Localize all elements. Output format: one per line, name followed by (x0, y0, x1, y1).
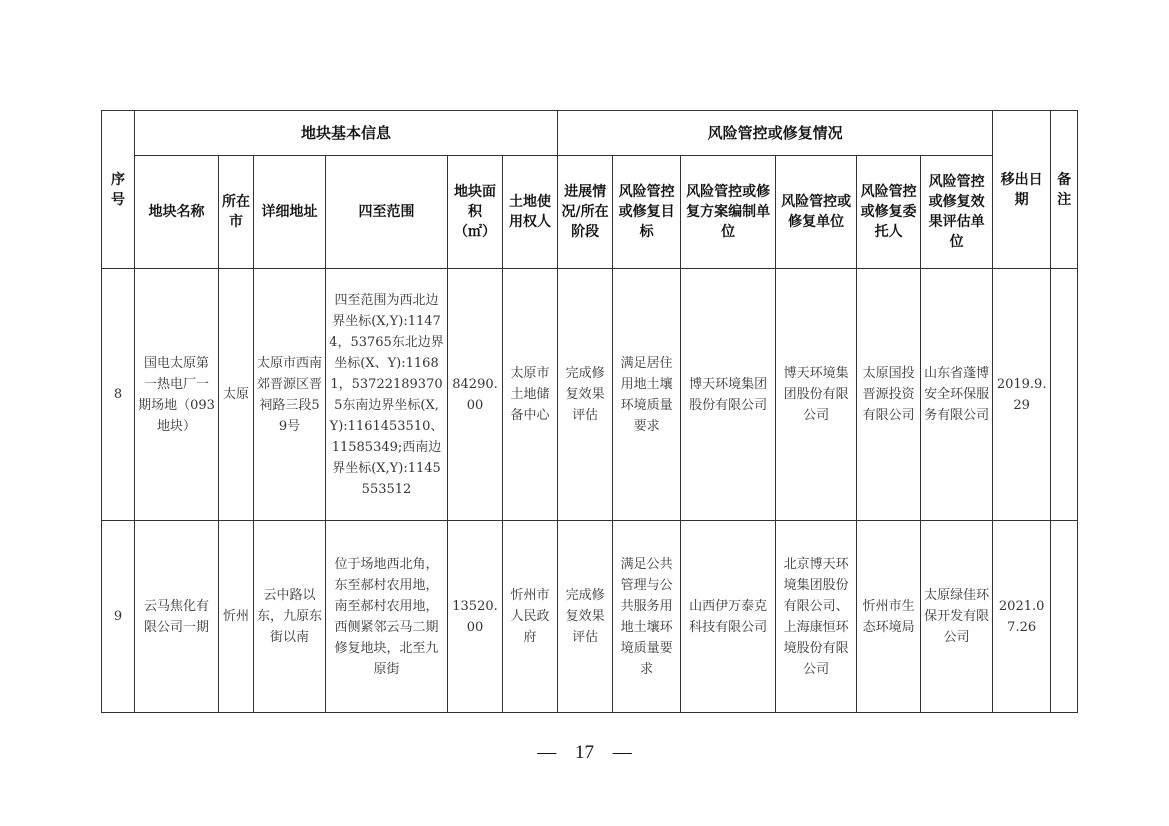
cell-eval-unit: 山东省蓬博安全环保服务有限公司 (921, 269, 993, 521)
cell-address: 太原市西南郊晋源区晋祠路三段59号 (254, 269, 326, 521)
cell-client: 太原国投晋源投资有限公司 (857, 269, 921, 521)
cell-removal-date: 2019.9.29 (993, 269, 1051, 521)
cell-seq: 8 (102, 269, 135, 521)
header-eval-unit: 风险管控或修复效果评估单位 (921, 156, 993, 269)
cell-address: 云中路以东，九原东街以南 (254, 521, 326, 713)
cell-plan-unit: 博天环境集团股份有限公司 (681, 269, 776, 521)
page-number: 17 (575, 742, 594, 763)
cell-remarks (1051, 269, 1078, 521)
header-seq: 序号 (102, 111, 135, 269)
cell-city: 忻州 (219, 521, 254, 713)
cell-area: 13520.00 (448, 521, 503, 713)
group-header-row (102, 111, 1078, 156)
cell-seq: 9 (102, 521, 135, 713)
cell-land-user: 太原市土地储备中心 (503, 269, 558, 521)
cell-progress: 完成修复效果评估 (558, 269, 613, 521)
header-plan-unit: 风险管控或修复方案编制单位 (681, 156, 776, 269)
cell-plan-unit: 山西伊万泰克科技有限公司 (681, 521, 776, 713)
page-number-footer (0, 742, 1169, 764)
cell-client: 忻州市生态环境局 (857, 521, 921, 713)
cell-city: 太原 (219, 269, 254, 521)
header-removal-date: 移出日期 (993, 111, 1051, 269)
header-remarks: 备注 (1051, 111, 1078, 269)
column-header-row (102, 156, 1078, 269)
cell-name: 国电太原第一热电厂一期场地（093地块） (135, 269, 219, 521)
cell-target: 满足居住用地土壤环境质量要求 (613, 269, 681, 521)
header-repair-unit: 风险管控或修复单位 (776, 156, 857, 269)
header-basic-info: 地块基本信息 (135, 111, 558, 156)
cell-removal-date: 2021.07.26 (993, 521, 1051, 713)
table-row (102, 521, 1078, 713)
dash-right: — (612, 742, 632, 763)
cell-repair-unit: 博天环境集团股份有限公司 (776, 269, 857, 521)
header-client: 风险管控或修复委托人 (857, 156, 921, 269)
cell-progress: 完成修复效果评估 (558, 521, 613, 713)
cell-remarks (1051, 521, 1078, 713)
header-risk-control: 风险管控或修复情况 (558, 111, 993, 156)
cell-land-user: 忻州市人民政府 (503, 521, 558, 713)
table-row (102, 269, 1078, 521)
header-city: 所在市 (219, 156, 254, 269)
cell-boundary: 四至范围为西北边界坐标(X,Y):11474，53765东北边界坐标(X、Y):11681，537221893705东南边界坐标(X,Y):1161453510、11585349;西南边界坐标(X,Y):1145553512 (326, 269, 448, 521)
cell-eval-unit: 太原绿佳环保开发有限公司 (921, 521, 993, 713)
header-address: 详细地址 (254, 156, 326, 269)
header-boundary: 四至范围 (326, 156, 448, 269)
cell-target: 满足公共管理与公共服务用地土壤环境质量要求 (613, 521, 681, 713)
cell-boundary: 位于场地西北角，东至郝村农用地，南至郝村农用地，西侧紧邻云马二期修复地块，北至九原街 (326, 521, 448, 713)
header-land-user: 土地使用权人 (503, 156, 558, 269)
header-progress: 进展情况/所在阶段 (558, 156, 613, 269)
header-target: 风险管控或修复目标 (613, 156, 681, 269)
dash-left: — (537, 742, 557, 763)
header-name: 地块名称 (135, 156, 219, 269)
contaminated-sites-table (101, 110, 1078, 713)
cell-repair-unit: 北京博天环境集团股份有限公司、上海康恒环境股份有限公司 (776, 521, 857, 713)
cell-name: 云马焦化有限公司一期 (135, 521, 219, 713)
cell-area: 84290.00 (448, 269, 503, 521)
header-area: 地块面积（㎡） (448, 156, 503, 269)
